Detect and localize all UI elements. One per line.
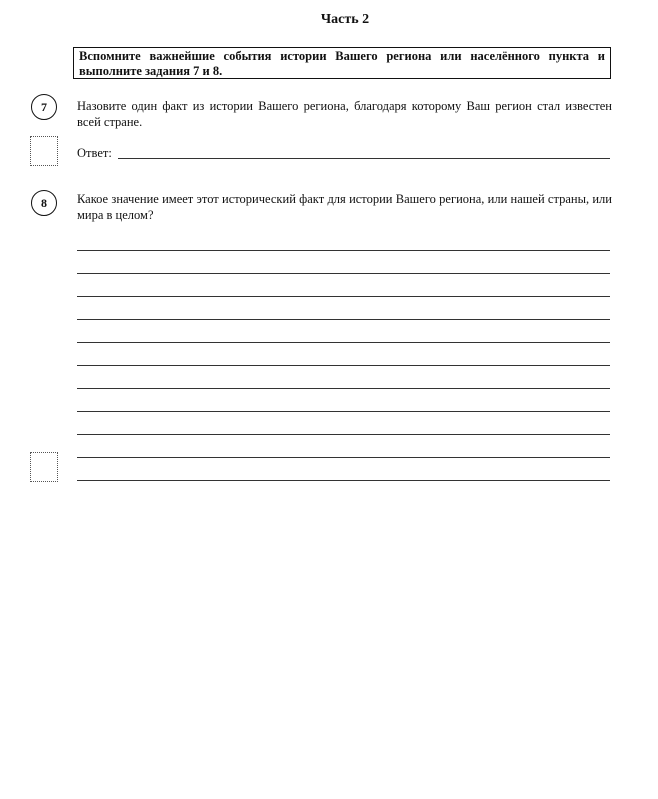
question-7-text: Назовите один факт из истории Вашего региона, благодаря которому Ваш регион стал известен всей стране.	[77, 99, 612, 129]
writing-line[interactable]	[77, 342, 610, 343]
writing-line[interactable]	[77, 250, 610, 251]
page-title: Часть 2	[320, 12, 370, 27]
writing-line[interactable]	[77, 273, 610, 274]
question-number-7: 7	[31, 94, 57, 120]
answer-label: Ответ:	[77, 146, 112, 160]
writing-line[interactable]	[77, 296, 610, 297]
answer-7-line[interactable]	[118, 158, 610, 159]
writing-line[interactable]	[77, 457, 610, 458]
writing-line[interactable]	[77, 411, 610, 412]
question-number-8: 8	[31, 190, 57, 216]
writing-line[interactable]	[77, 480, 610, 481]
writing-line[interactable]	[77, 434, 610, 435]
writing-line[interactable]	[77, 319, 610, 320]
question-8-text: Какое значение имеет этот исторический факт для истории Вашего региона, или нашей страны, или мира в целом?	[77, 192, 612, 222]
instruction-box: Вспомните важнейшие события истории Вашего региона или населённого пункта и выполните задания 7 и 8.	[73, 47, 611, 79]
score-box-8[interactable]	[30, 452, 58, 482]
writing-line[interactable]	[77, 365, 610, 366]
writing-line[interactable]	[77, 388, 610, 389]
score-box-7[interactable]	[30, 136, 58, 166]
